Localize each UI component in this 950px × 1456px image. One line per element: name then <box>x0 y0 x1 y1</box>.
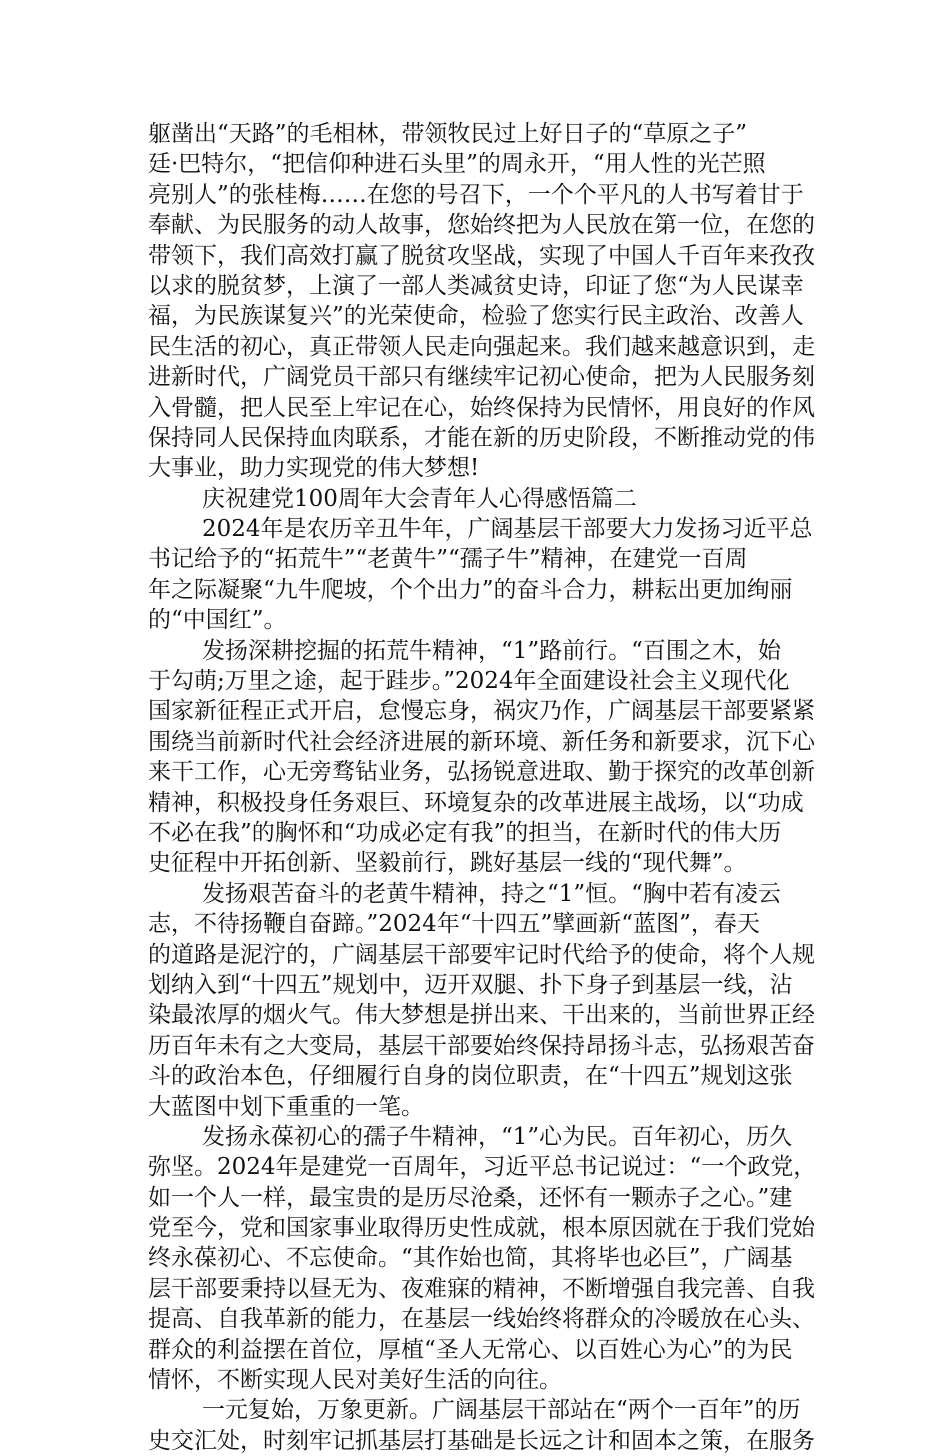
text-line: 一元复始，万象更新。广阔基层干部站在“两个一百年”的历 <box>202 1397 801 1424</box>
text-line: 带领下，我们高效打赢了脱贫攻坚战，实现了中国人千百年来孜孜 <box>148 242 815 269</box>
text-line: 党至今，党和国家事业取得历史性成就，根本原因就在于我们党始 <box>148 1215 815 1242</box>
text-line: 染最浓厚的烟火气。伟大梦想是拼出来、干出来的，当前世界正经 <box>148 1002 815 1029</box>
text-line: 发扬深耕挖掘的拓荒牛精神，“1”路前行。“百围之木，始 <box>202 637 781 664</box>
text-line: 情怀，不断实现人民对美好生活的向往。 <box>148 1367 562 1394</box>
text-line: 史交汇处，时刻牢记抓基层打基础是长远之计和固本之策，在服务 <box>148 1427 815 1454</box>
document-body <box>148 119 817 1456</box>
text-line: 弥坚。2024年是建党一百周年，习近平总书记说过：“一个政党， <box>148 1154 817 1181</box>
text-line: 围绕当前新时代社会经济进展的新环境、新任务和新要求，沉下心 <box>148 728 815 755</box>
text-line: 大事业，助力实现党的伟大梦想! <box>148 455 480 482</box>
text-line: 民生活的初心，真正带领人民走向强起来。我们越来越意识到，走 <box>148 333 815 360</box>
text-line: 的“中国红”。 <box>148 607 287 634</box>
text-line: 发扬永葆初心的孺子牛精神，“1”心为民。百年初心，历久 <box>202 1123 793 1150</box>
text-line: 福，为民族谋复兴”的光荣使命，检验了您实行民主政治、改善人 <box>148 303 804 330</box>
text-line: 以求的脱贫梦，上演了一部人类减贫史诗，印证了您“为人民谋幸 <box>148 272 804 299</box>
text-line: 庆祝建党100周年大会青年人心得感悟篇二 <box>202 485 637 512</box>
text-line: 2024年是农历辛丑牛年，广阔基层干部要大力发扬习近平总 <box>202 516 813 543</box>
text-line: 亮别人”的张桂梅……在您的号召下，一个个平凡的人书写着甘于 <box>148 181 804 208</box>
text-line: 于勾萌;万里之途，起于跬步。”2024年全面建设社会主义现代化 <box>148 668 790 695</box>
text-line: 不必在我”的胸怀和“功成必定有我”的担当，在新时代的伟大历 <box>148 819 782 846</box>
text-line: 入骨髓，把人民至上牢记在心，始终保持为民情怀，用良好的作风 <box>148 394 815 421</box>
text-line: 史征程中开拓创新、坚毅前行，跳好基层一线的“现代舞”。 <box>148 850 747 877</box>
text-line: 精神，积极投身任务艰巨、环境复杂的改革进展主战场，以“功成 <box>148 789 804 816</box>
text-line: 进新时代，广阔党员干部只有继续牢记初心使命，把为人民服务刻 <box>148 364 815 391</box>
text-line: 国家新征程正式开启，怠慢忘身，祸灾乃作，广阔基层干部要紧紧 <box>148 698 815 725</box>
text-line: 大蓝图中划下重重的一笔。 <box>148 1093 424 1120</box>
text-line: 划纳入到“十四五”规划中，迈开双腿、扑下身子到基层一线，沾 <box>148 971 793 998</box>
text-line: 躯凿出“天路”的毛相林，带领牧民过上好日子的“草原之子” <box>148 121 748 147</box>
text-line: 志，不待扬鞭自奋蹄。”2024年“十四五”擘画新“蓝图”，春天 <box>148 911 760 938</box>
text-line: 斗的政治本色，仔细履行自身的岗位职责，在“十四五”规划这张 <box>148 1063 793 1090</box>
text-line: 的道路是泥泞的，广阔基层干部要牢记时代给予的使命，将个人规 <box>148 941 815 968</box>
text-line: 历百年未有之大变局，基层干部要始终保持昂扬斗志，弘扬艰苦奋 <box>148 1032 815 1059</box>
text-line: 层干部要秉持以昼无为、夜难寐的精神，不断增强自我完善、自我 <box>148 1275 815 1302</box>
text-line: 提高、自我革新的能力，在基层一线始终将群众的冷暖放在心头、 <box>148 1306 815 1333</box>
text-line: 终永葆初心、不忘使命。“其作始也简，其将毕也必巨”，广阔基 <box>148 1245 793 1272</box>
text-line: 来干工作，心无旁骛钻业务，弘扬锐意进取、勤于探究的改革创新 <box>148 759 815 786</box>
text-line: 奉献、为民服务的动人故事，您始终把为人民放在第一位，在您的 <box>148 212 815 239</box>
text-line: 保持同人民保持血肉联系，才能在新的历史阶段，不断推动党的伟 <box>148 424 815 451</box>
text-line: 群众的利益摆在首位，厚植“圣人无常心、以百姓心为心”的为民 <box>148 1336 793 1363</box>
text-line: 年之际凝聚“九牛爬坡，个个出力”的奋斗合力，耕耘出更加绚丽 <box>148 576 793 603</box>
text-line: 书记给予的“拓荒牛”“老黄牛”“孺子牛”精神，在建党一百周 <box>148 546 748 573</box>
text-line: 发扬艰苦奋斗的老黄牛精神，持之“1”恒。“胸中若有凌云 <box>202 880 781 907</box>
text-line: 如一个人一样，最宝贵的是历尽沧桑，还怀有一颗赤子之心。”建 <box>148 1184 793 1211</box>
text-line: 廷·巴特尔，“把信仰种进石头里”的周永开，“用人性的光芒照 <box>148 151 766 178</box>
